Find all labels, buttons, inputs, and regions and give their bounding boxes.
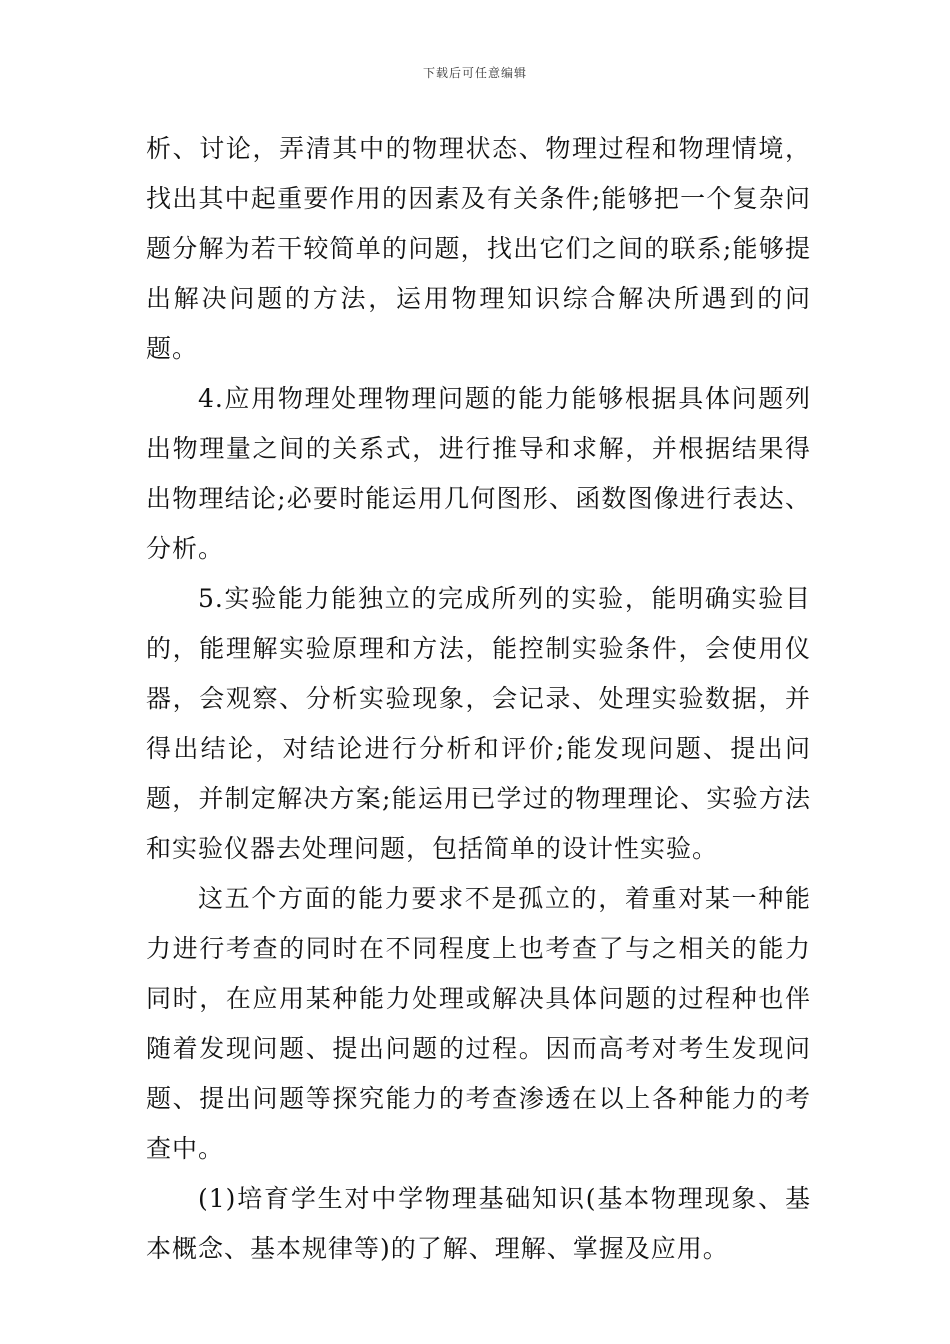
- paragraph-item-5: 5.实验能力能独立的完成所列的实验，能明确实验目的，能理解实验原理和方法，能控制实验条件，会使用仪器，会观察、分析实验现象，会记录、处理实验数据，并得出结论，对结论进行分析和评价;能发现问题、提出问题，并制定解决方案;能运用已学过的物理理论、实验方法和实验仪器去处理问题，包括简单的设计性实验。: [146, 584, 811, 863]
- paragraph-objective-1: (1)培育学生对中学物理基础知识(基本物理现象、基本概念、基本规律等)的了解、理解、掌握及应用。: [146, 1184, 811, 1263]
- paragraph-item-4: 4.应用物理处理物理问题的能力能够根据具体问题列出物理量之间的关系式，进行推导和求解，并根据结果得出物理结论;必要时能运用几何图形、函数图像进行表达、分析。: [146, 384, 811, 563]
- page-header: 下载后可任意编辑: [422, 66, 527, 80]
- document-body: [146, 124, 811, 1274]
- paragraph-continuation: 析、讨论，弄清其中的物理状态、物理过程和物理情境，找出其中起重要作用的因素及有关条件;能够把一个复杂问题分解为若干较简单的问题，找出它们之间的联系;能够提出解决问题的方法，运用物理知识综合解决所遇到的问题。: [146, 134, 811, 363]
- paragraph-summary: 这五个方面的能力要求不是孤立的，着重对某一种能力进行考查的同时在不同程度上也考查了与之相关的能力同时，在应用某种能力处理或解决具体问题的过程种也伴随着发现问题、提出问题的过程。因而高考对考生发现问题、提出问题等探究能力的考查渗透在以上各种能力的考查中。: [146, 884, 811, 1163]
